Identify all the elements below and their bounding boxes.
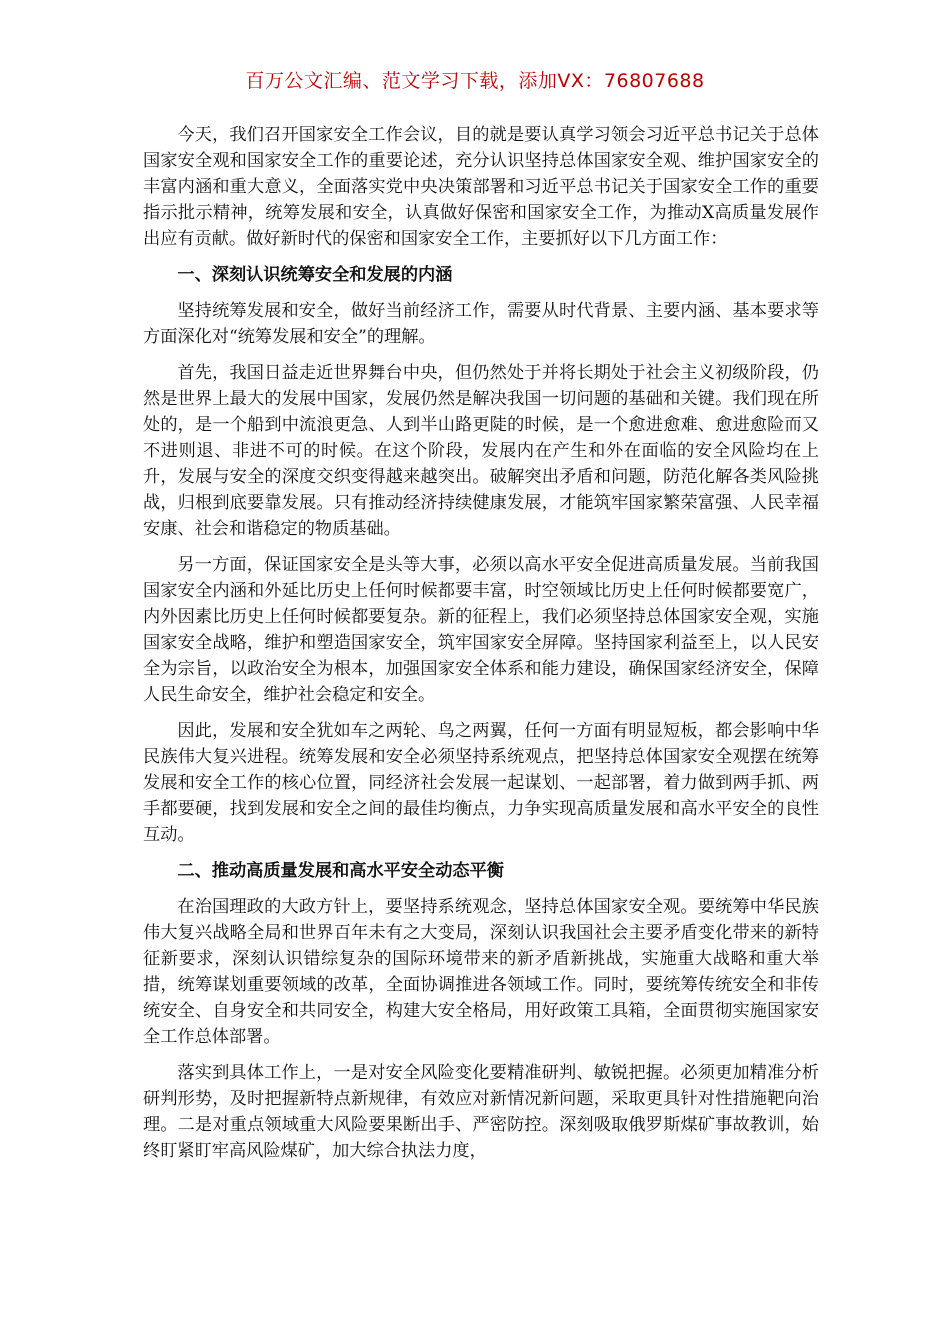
section-heading-1: 一、深刻认识统筹安全和发展的内涵 xyxy=(177,265,453,285)
paragraph: 首先，我国日益走近世界舞台中央，但仍然处于并将长期处于社会主义初级阶段，仍然是世界上最大的发展中国家，发展仍然是解决我国一切问题的基础和关键。我们现在所处的，是一个船到中流浪更急、人到半山路更陡的时候，是一个愈进愈难、愈进愈险而又不进则退、非进不可的时候。在这个阶段，发展内在产生和外在面临的安全风险均在上升，发展与安全的深度交织变得越来越突出。破解突出矛盾和问题，防范化解各类风险挑战，归根到底要靠发展。只有推动经济持续健康发展，才能筑牢国家繁荣富强、人民幸福安康、社会和谐稳定的物质基础。 xyxy=(143,363,819,539)
document-body xyxy=(143,122,819,1174)
paragraph: 落实到具体工作上，一是对安全风险变化要精准研判、敏锐把握。必须更加精准分析研判形势，及时把握新特点新规律，有效应对新情况新问题，采取更具针对性措施靶向治理。二是对重点领域重大风险要果断出手、严密防控。深刻吸取俄罗斯煤矿事故教训，始终盯紧盯牢高风险煤矿，加大综合执法力度， xyxy=(143,1063,819,1161)
paragraph: 因此，发展和安全犹如车之两轮、鸟之两翼，任何一方面有明显短板，都会影响中华民族伟大复兴进程。统筹发展和安全必须坚持系统观点，把坚持总体国家安全观摆在统筹发展和安全工作的核心位置，同经济社会发展一起谋划、一起部署，着力做到两手抓、两手都要硬，找到发展和安全之间的最佳均衡点，力争实现高质量发展和高水平安全的良性互动。 xyxy=(143,721,819,845)
paragraph-intro: 今天，我们召开国家安全工作会议，目的就是要认真学习领会习近平总书记关于总体国家安全观和国家安全工作的重要论述，充分认识坚持总体国家安全观、维护国家安全的丰富内涵和重大意义，全面落实党中央决策部署和习近平总书记关于国家安全工作的重要指示批示精神，统筹发展和安全，认真做好保密和国家安全工作，为推动X高质量发展作出应有贡献。做好新时代的保密和国家安全工作，主要抓好以下几方面工作： xyxy=(143,125,819,249)
paragraph: 在治国理政的大政方针上，要坚持系统观念，坚持总体国家安全观。要统筹中华民族伟大复兴战略全局和世界百年未有之大变局，深刻认识我国社会主要矛盾变化带来的新特征新要求，深刻认识错综复杂的国际环境带来的新矛盾新挑战，实施重大战略和重大举措，统筹谋划重要领域的改革，全面协调推进各领域工作。同时，要统筹传统安全和非传统安全、自身安全和共同安全，构建大安全格局，用好政策工具箱，全面贯彻实施国家安全工作总体部署。 xyxy=(143,897,819,1047)
section-heading-2: 二、推动高质量发展和高水平安全动态平衡 xyxy=(177,861,504,881)
paragraph: 另一方面，保证国家安全是头等大事，必须以高水平安全促进高质量发展。当前我国国家安全内涵和外延比历史上任何时候都要丰富，时空领域比历史上任何时候都要宽广，内外因素比历史上任何时候都要复杂。新的征程上，我们必须坚持总体国家安全观，实施国家安全战略，维护和塑造国家安全，筑牢国家安全屏障。坚持国家利益至上，以人民安全为宗旨，以政治安全为根本，加强国家安全体系和能力建设，确保国家经济安全，保障人民生命安全，维护社会稳定和安全。 xyxy=(143,555,819,705)
header-banner: 百万公文汇编、范文学习下载，添加VX：76807688 xyxy=(245,70,705,92)
paragraph: 坚持统筹发展和安全，做好当前经济工作，需要从时代背景、主要内涵、基本要求等方面深化对“统筹发展和安全”的理解。 xyxy=(143,301,819,347)
